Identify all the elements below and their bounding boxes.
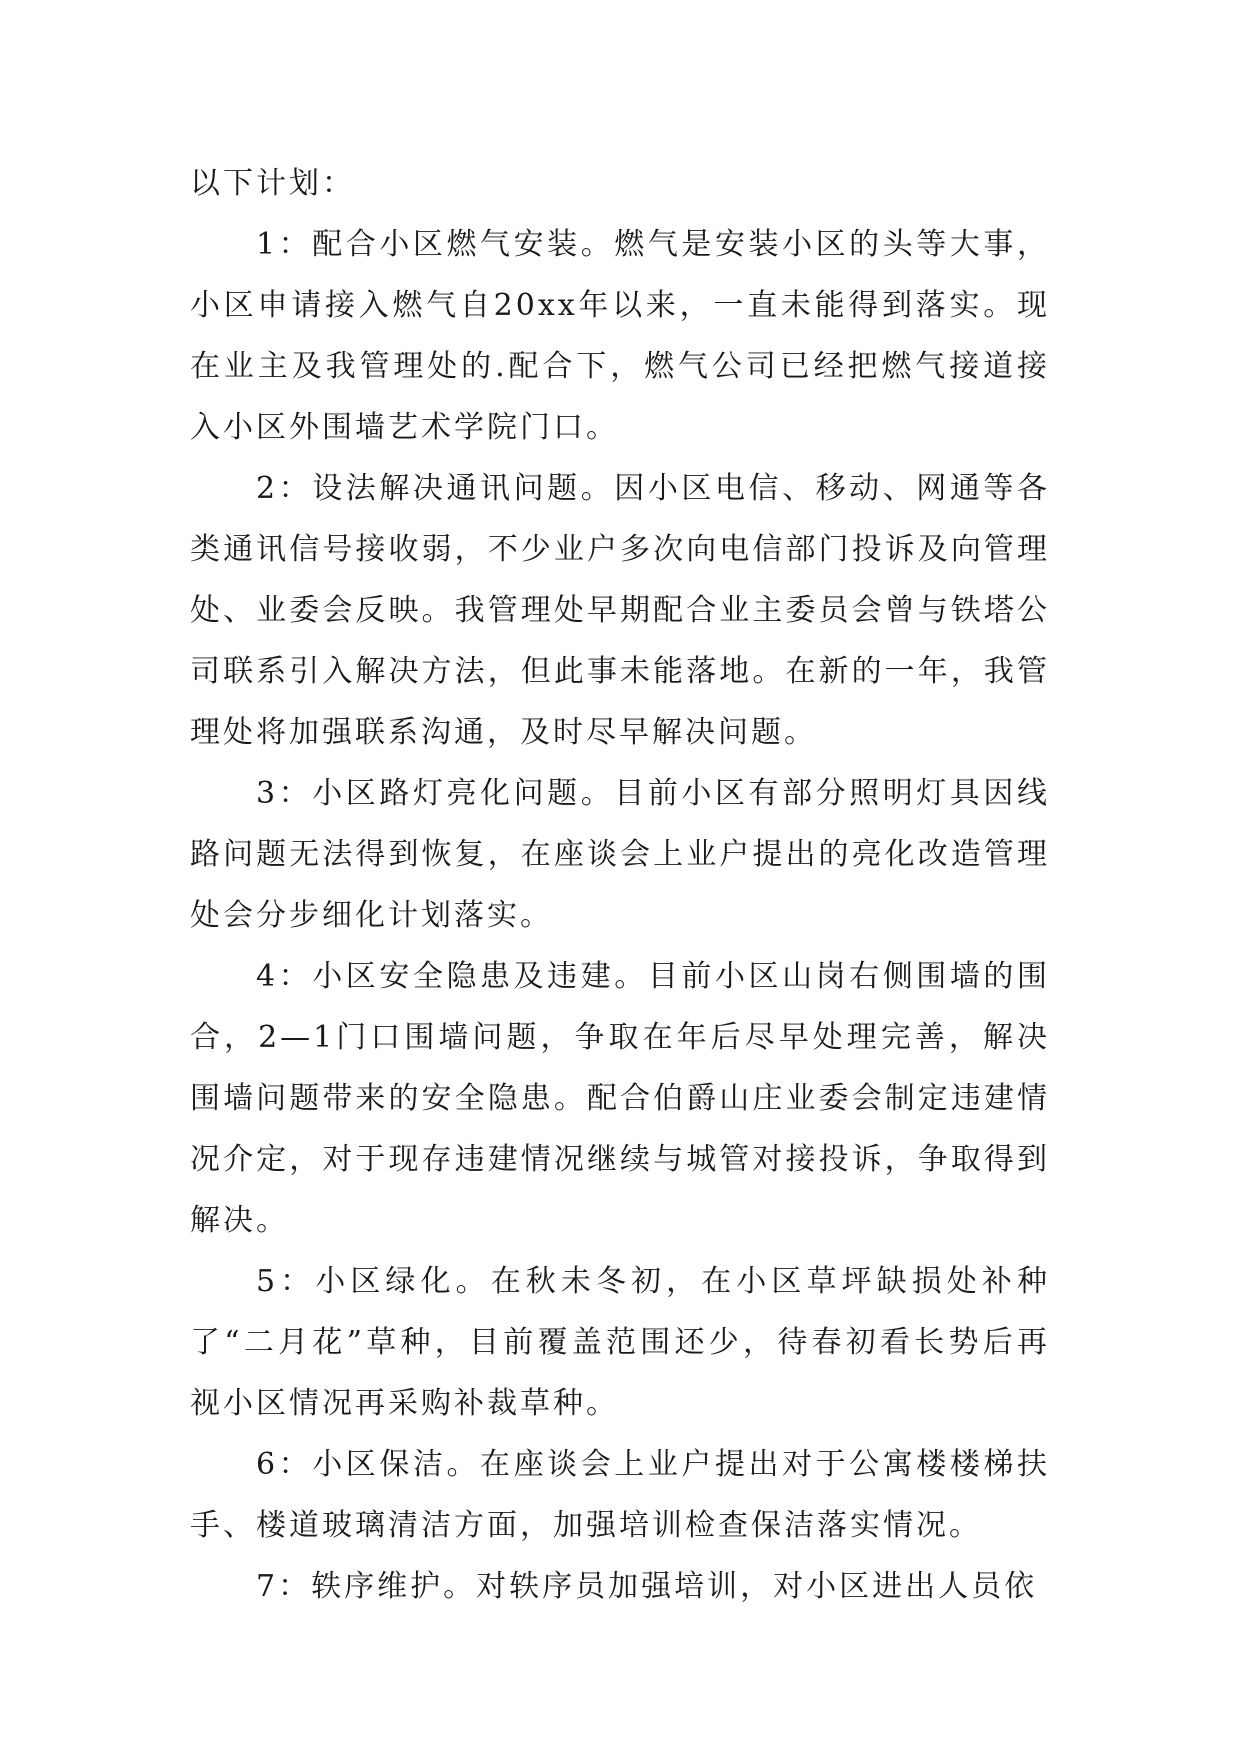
paragraph-intro: 以下计划：: [190, 166, 355, 201]
paragraph-item-7: 7：轶序维护。对轶序员加强培训，对小区进出人员依: [256, 1569, 1038, 1604]
paragraph-item-5: 5：小区绿化。在秋未冬初，在小区草坪缺损处补种了“二月花”草种，目前覆盖范围还少，待春初看长势后再视小区情况再采购补裁草种。: [190, 1264, 1050, 1421]
paragraph-item-1: 1：配合小区燃气安装。燃气是安装小区的头等大事，小区申请接入燃气自20xx年以来，一直未能得到落实。现在业主及我管理处的.配合下，燃气公司已经把燃气接道接入小区外围墙艺术学院门口。: [190, 227, 1050, 445]
paragraph-item-2: 2：设法解决通讯问题。因小区电信、移动、网通等各类通讯信号接收弱，不少业户多次向电信部门投诉及向管理处、业委会反映。我管理处早期配合业主委员会曾与铁塔公司联系引入解决方法，但此事未能落地。在新的一年，我管理处将加强联系沟通，及时尽早解决问题。: [190, 471, 1050, 750]
paragraph-item-3: 3：小区路灯亮化问题。目前小区有部分照明灯具因线路问题无法得到恢复，在座谈会上业户提出的亮化改造管理处会分步细化计划落实。: [190, 776, 1050, 933]
paragraph-item-4: 4：小区安全隐患及违建。目前小区山岗右侧围墙的围合，2—1门口围墙问题，争取在年后尽早处理完善，解决围墙问题带来的安全隐患。配合伯爵山庄业委会制定违建情况介定，对于现存违建情况继续与城管对接投诉，争取得到解决。: [190, 959, 1050, 1238]
document-body: [190, 153, 1050, 1617]
paragraph-item-6: 6：小区保洁。在座谈会上业户提出对于公寓楼楼梯扶手、楼道玻璃清洁方面，加强培训检查保洁落实情况。: [190, 1447, 1050, 1543]
